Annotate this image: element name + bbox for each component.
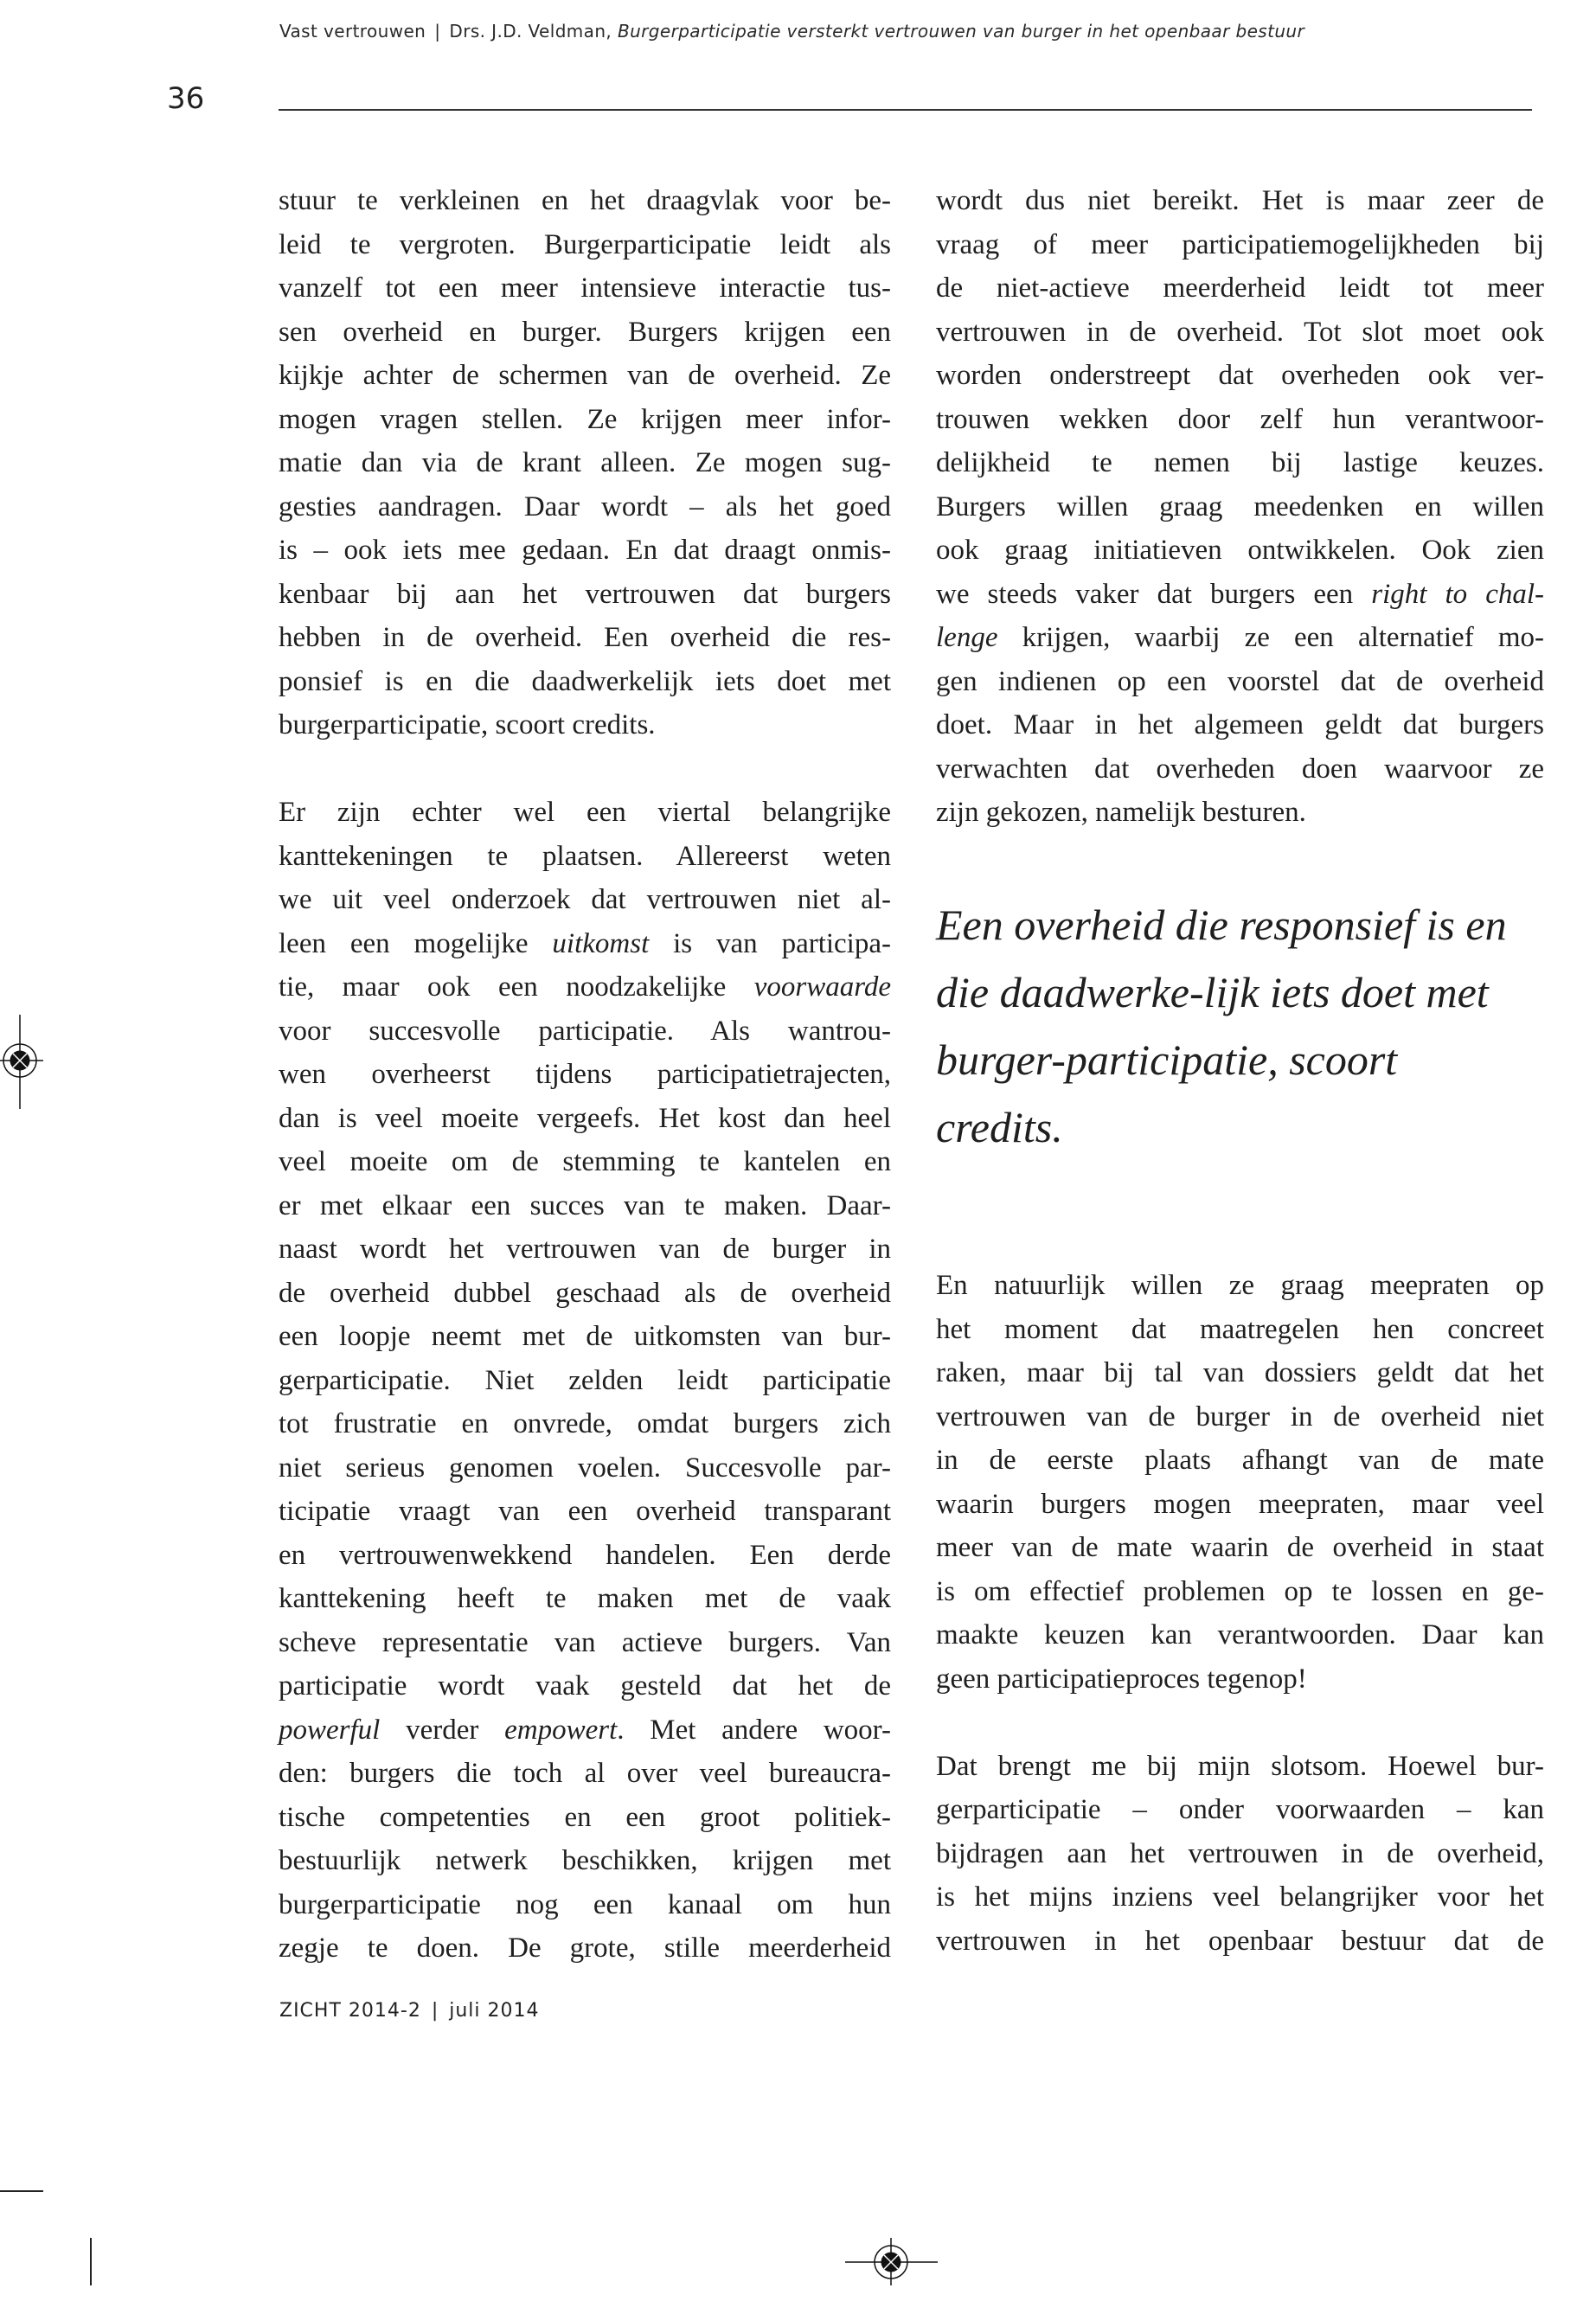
text-line: vertrouwen in het openbaar bestuur dat de <box>936 1926 1544 1957</box>
text-segment: we steeds vaker dat burgers een <box>936 579 1372 610</box>
text-line: vraag of meer participatiemogelijkheden bij <box>936 229 1544 260</box>
footer-separator: | <box>431 2000 439 2022</box>
emphasis-text: empowert <box>504 1715 618 1746</box>
emphasis-text: lenge <box>936 622 998 653</box>
text-line <box>279 922 891 965</box>
text-line: gerparticipatie. Niet zelden leidt participatie <box>279 1365 891 1396</box>
text-line: is om effectief problemen op te lossen en ge- <box>936 1576 1544 1607</box>
running-header <box>279 21 1304 42</box>
footer-journal: ZICHT 2014-2 <box>279 2000 421 2022</box>
page-number: 36 <box>167 81 205 116</box>
text-line: kijkje achter de schermen van de overheid. Ze <box>279 360 891 391</box>
emphasis-text: voorwaarde <box>753 971 891 1003</box>
text-line: trouwen wekken door zelf hun verantwoor- <box>936 404 1544 435</box>
text-line: vertrouwen in de overheid. Tot slot moet ook <box>936 317 1544 348</box>
text-segment: krijgen, waarbij ze een alternatief mo- <box>997 622 1544 653</box>
text-segment: leen een mogelijke <box>279 928 553 959</box>
page-footer <box>279 2000 540 2022</box>
text-line: geen participatieproces tegenop! <box>936 1663 1307 1695</box>
text-line: kanttekeningen te plaatsen. Allereerst weten <box>279 841 891 872</box>
text-line: niet serieus genomen voelen. Succesvolle par- <box>279 1452 891 1484</box>
text-line: leid te vergroten. Burgerparticipatie leidt als <box>279 229 891 260</box>
header-rule <box>279 109 1532 111</box>
text-line: ponsief is en die daadwerkelijk iets doet met <box>279 666 891 697</box>
text-line: vanzelf tot een meer intensieve interactie tus- <box>279 272 891 304</box>
text-line: veel moeite om de stemming te kantelen en <box>279 1146 891 1177</box>
text-line: En natuurlijk willen ze graag meepraten op <box>936 1270 1544 1301</box>
text-line: mogen vragen stellen. Ze krijgen meer infor- <box>279 404 891 435</box>
text-line: is – ook iets mee gedaan. En dat draagt onmis- <box>279 535 891 566</box>
text-line: gen indienen op een voorstel dat de overheid <box>936 666 1544 697</box>
text-line: participatie wordt vaak gesteld dat het de <box>279 1670 891 1702</box>
pull-quote-line: burger-participatie, scoort <box>936 1035 1398 1084</box>
text-line <box>936 573 1544 616</box>
text-line: gesties aandragen. Daar wordt – als het goed <box>279 491 891 522</box>
text-line: voor succesvolle participatie. Als wantrou- <box>279 1016 891 1047</box>
text-line: het moment dat maatregelen hen concreet <box>936 1314 1544 1345</box>
emphasis-text: right to chal- <box>1371 579 1544 610</box>
text-segment: verder <box>380 1715 505 1746</box>
text-line: maakte keuzen kan verantwoorden. Daar kan <box>936 1619 1544 1650</box>
text-segment: tie, maar ook een noodzakelijke <box>279 971 754 1003</box>
text-segment: . Met andere woor- <box>617 1715 891 1746</box>
text-line: burgerparticipatie, scoort credits. <box>279 709 656 740</box>
text-line: burgerparticipatie nog een kanaal om hun <box>279 1889 891 1920</box>
pull-quote-line: die daadwerke-lijk iets doet met <box>936 968 1489 1016</box>
header-article-title: Burgerparticipatie versterkt vertrouwen van burger in het openbaar bestuur <box>617 21 1305 42</box>
text-line: Dat brengt me bij mijn slotsom. Hoewel bur- <box>936 1751 1544 1782</box>
text-line: scheve representatie van actieve burgers. Van <box>279 1627 891 1658</box>
text-line: zegje te doen. De grote, stille meerderheid <box>279 1932 891 1964</box>
text-line: Burgers willen graag meedenken en willen <box>936 491 1544 522</box>
text-line <box>279 965 891 1009</box>
text-line: waarin burgers mogen meepraten, maar veel <box>936 1489 1544 1520</box>
text-line <box>936 616 1544 659</box>
text-line: bijdragen aan het vertrouwen in de overheid, <box>936 1838 1544 1869</box>
text-line: bestuurlijk netwerk beschikken, krijgen met <box>279 1845 891 1876</box>
pull-quote-line: Een overheid die responsief is en <box>936 901 1507 949</box>
text-line: wordt dus niet bereikt. Het is maar zeer de <box>936 185 1544 216</box>
crop-mark-vertical <box>90 2238 92 2285</box>
text-line: den: burgers die toch al over veel bureaucra- <box>279 1758 891 1789</box>
text-line: we uit veel onderzoek dat vertrouwen niet al- <box>279 884 891 915</box>
text-line: sen overheid en burger. Burgers krijgen een <box>279 317 891 348</box>
text-line: tische competenties en een groot politiek- <box>279 1802 891 1833</box>
text-line: en vertrouwenwekkend handelen. Een derde <box>279 1540 891 1571</box>
text-segment: is van participa- <box>649 928 891 959</box>
text-line: verwachten dat overheden doen waarvoor ze <box>936 753 1544 785</box>
text-line: in de eerste plaats afhangt van de mate <box>936 1445 1544 1476</box>
registration-mark-icon <box>843 2236 940 2288</box>
registration-mark-icon <box>0 1012 52 1112</box>
pull-quote-line: credits. <box>936 1103 1063 1151</box>
crop-mark-horizontal <box>0 2190 43 2192</box>
header-section: Vast vertrouwen <box>279 21 426 42</box>
footer-date: juli 2014 <box>449 2000 540 2022</box>
header-author: Drs. J.D. Veldman, <box>449 21 612 42</box>
emphasis-text: uitkomst <box>552 928 650 959</box>
text-line: dan is veel moeite vergeefs. Het kost dan heel <box>279 1103 891 1134</box>
text-line: de overheid dubbel geschaad als de overheid <box>279 1278 891 1309</box>
text-line: ook graag initiatieven ontwikkelen. Ook zien <box>936 535 1544 566</box>
text-line: raken, maar bij tal van dossiers geldt dat het <box>936 1357 1544 1388</box>
text-line: tot frustratie en onvrede, omdat burgers zich <box>279 1408 891 1439</box>
text-line: meer van de mate waarin de overheid in staat <box>936 1532 1544 1563</box>
text-line: naast wordt het vertrouwen van de burger in <box>279 1234 891 1265</box>
text-line: vertrouwen van de burger in de overheid niet <box>936 1401 1544 1433</box>
text-line: doet. Maar in het algemeen geldt dat burgers <box>936 709 1544 740</box>
text-line: matie dan via de krant alleen. Ze mogen sug- <box>279 447 891 478</box>
text-line: gerparticipatie – onder voorwaarden – kan <box>936 1794 1544 1825</box>
text-line: zijn gekozen, namelijk besturen. <box>936 797 1306 828</box>
emphasis-text: powerful <box>279 1715 381 1746</box>
text-line: delijkheid te nemen bij lastige keuzes. <box>936 447 1544 478</box>
text-line: stuur te verkleinen en het draagvlak voor be- <box>279 185 891 216</box>
text-line: een loopje neemt met de uitkomsten van bur- <box>279 1321 891 1352</box>
text-line: Er zijn echter wel een viertal belangrijke <box>279 797 891 828</box>
text-line <box>279 1708 891 1752</box>
text-line: er met elkaar een succes van te maken. Daar- <box>279 1190 891 1221</box>
text-line: hebben in de overheid. Een overheid die res- <box>279 622 891 653</box>
text-line: kanttekening heeft te maken met de vaak <box>279 1583 891 1614</box>
header-separator: | <box>434 21 441 42</box>
text-line: kenbaar bij aan het vertrouwen dat burgers <box>279 579 891 610</box>
text-line: is het mijns inziens veel belangrijker voor het <box>936 1881 1544 1913</box>
text-line: ticipatie vraagt van een overheid transparant <box>279 1496 891 1527</box>
text-line: de niet-actieve meerderheid leidt tot meer <box>936 272 1544 304</box>
text-line: worden onderstreept dat overheden ook ver- <box>936 360 1544 391</box>
text-line: wen overheerst tijdens participatietrajecten, <box>279 1059 891 1090</box>
